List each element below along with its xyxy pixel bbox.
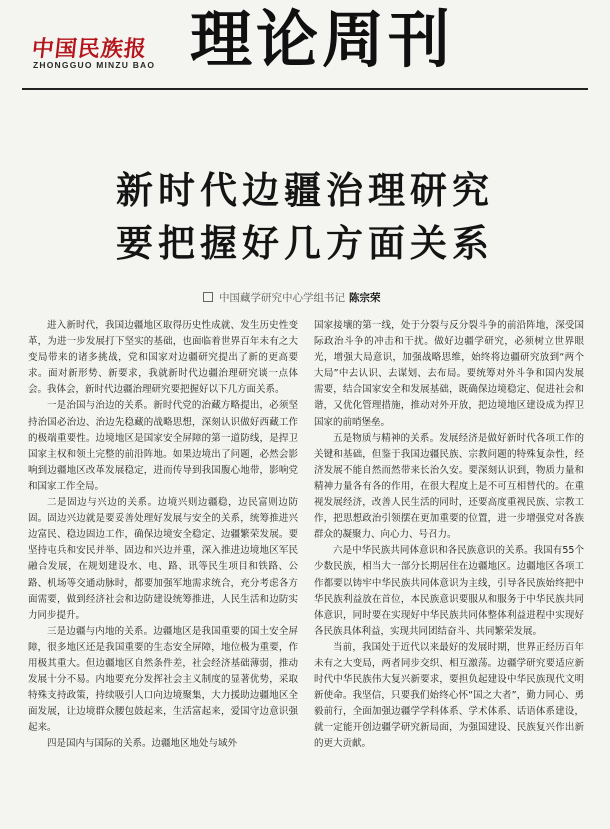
paragraph: 六是中华民族共同体意识和各民族意识的关系。我国有55个少数民族，相当大一部分长期居住在边疆地区。边疆地区各项工作都要以铸牢中华民族共同体意识为主线，引导各民族始终把中华民族利益放在首位，本民族意识要服从和服务于中华民族共同体意识，同时要在实现好中华民族共同体整体利益进程中实现好各民族具体利益，实现共同团结奋斗、共同繁荣发展。 xyxy=(314,545,584,637)
byline xyxy=(203,290,381,305)
paragraph: 二是固边与兴边的关系。边境兴则边疆稳，边民富则边防固。固边兴边就是要妥善处理好发展与安全的关系，统筹推进兴边富民、稳边固边工作，确保边境安全稳定、边疆繁荣发展。要坚持屯兵和安民并举、固边和兴边并重，深入推进边境地区军民融合发展，在规划建设水、电、路、讯等民生项目和铁路、公路、机场等交通动脉时，都要加强军地需求统合，充分考虑各方面需要，做到经济社会和边防建设统筹推进，人民生活和边防实力同步提升。 xyxy=(28,497,298,621)
headline-line-2: 要把握好几方面关系 xyxy=(116,221,494,265)
paragraph: 四是国内与国际的关系。边疆地区地处与域外 xyxy=(47,738,238,750)
square-bullet-icon xyxy=(203,292,213,302)
masthead xyxy=(0,0,610,80)
headline-line-1: 新时代边疆治理研究 xyxy=(116,168,494,212)
paragraph: 三是边疆与内地的关系。边疆地区是我国重要的国土安全屏障，很多地区还是我国重要的生态安全屏障，地位极为重要，作用极其重大。但边疆地区自然条件差，社会经济基础薄弱，推动发展十分不易。内地要充分发挥社会主义制度的显著优势，采取特殊支持政策，持续吸引人口向边境聚集，大力援助边疆地区全面发展，让边境群众腰包鼓起来，生活富起来，爱国守边意识强起来。 xyxy=(28,625,298,734)
article-column-right xyxy=(314,318,584,826)
masthead-divider xyxy=(22,88,588,90)
paragraph: 国家接壤的第一线，处于分裂与反分裂斗争的前沿阵地，深受国际政治斗争的冲击和干扰。做好边疆学研究，必须树立世界眼光，增强大局意识，加强战略思维，始终将边疆研究放到“两个大局”中去认识、去谋划、去布局。要统筹对外斗争和国内发展需要，结合国家安全和发展基础，既确保边境稳定、促进社会和谐，又优化管理措施，推动对外开放，把边境地区建设成为捍卫国家的前哨堡垒。 xyxy=(314,320,584,428)
paragraph: 进入新时代，我国边疆地区取得历史性成就、发生历史性变革，为进一步发展打下坚实的基础，也面临着世界百年未有之大变局带来的诸多挑战，党和国家对边疆研究提出了新的更高要求。面对新形势、新要求，我就新时代边疆治理研究谈一点体会。我体会，新时代边疆治理研究要把握好以下几方面关系。 xyxy=(28,320,298,396)
article-column-left xyxy=(28,318,298,826)
paragraph: 当前，我国处于近代以来最好的发展时期，世界正经历百年未有之大变局，两者同步交织、相互激荡。边疆学研究要适应新时代中华民族伟大复兴新要求，要担负起建设中华民族现代文明新使命。我坚信，只要我们始终心怀“国之大者”，勤力同心、勇毅前行，全面加强边疆学学科体系、学术体系、话语体系建设，就一定能开创边疆学研究新局面，为强国建设、民族复兴作出新的更大贡献。 xyxy=(314,641,584,750)
newspaper-logo-pinyin: ZHONGGUO MINZU BAO xyxy=(33,60,156,70)
newspaper-logo: 中国民族报 xyxy=(30,36,149,62)
paragraph: 一是治国与治边的关系。新时代党的治藏方略提出，必须坚持治国必治边、治边先稳藏的战略思想，深刻认识做好西藏工作的极端重要性。边境地区是国家安全屏障的第一道防线，是捍卫国家主权和领土完整的前沿阵地。如果边境出了问题，必然会影响到边疆地区改革发展稳定，进而传导到我国腹心地带，影响党和国家工作全局。 xyxy=(28,400,298,492)
byline-author: 陈宗荣 xyxy=(349,292,381,304)
paragraph: 五是物质与精神的关系。发展经济是做好新时代各项工作的关键和基础，但鉴于我国边疆民族、宗教问题的特殊复杂性，经济发展不能自然而然带来长治久安。要深刻认识到，物质力量和精神力量各有各的作用，在很大程度上是不可互相替代的。在重视发展经济，改善人民生活的同时，还要高度重视民族、宗教工作，把思想政治引领摆在更加重要的位置，进一步增强党对各族群众的凝聚力、向心力、号召力。 xyxy=(314,432,584,541)
section-title: 理论周刊 xyxy=(190,3,455,76)
byline-org: 中国藏学研究中心学组书记 xyxy=(219,292,345,304)
